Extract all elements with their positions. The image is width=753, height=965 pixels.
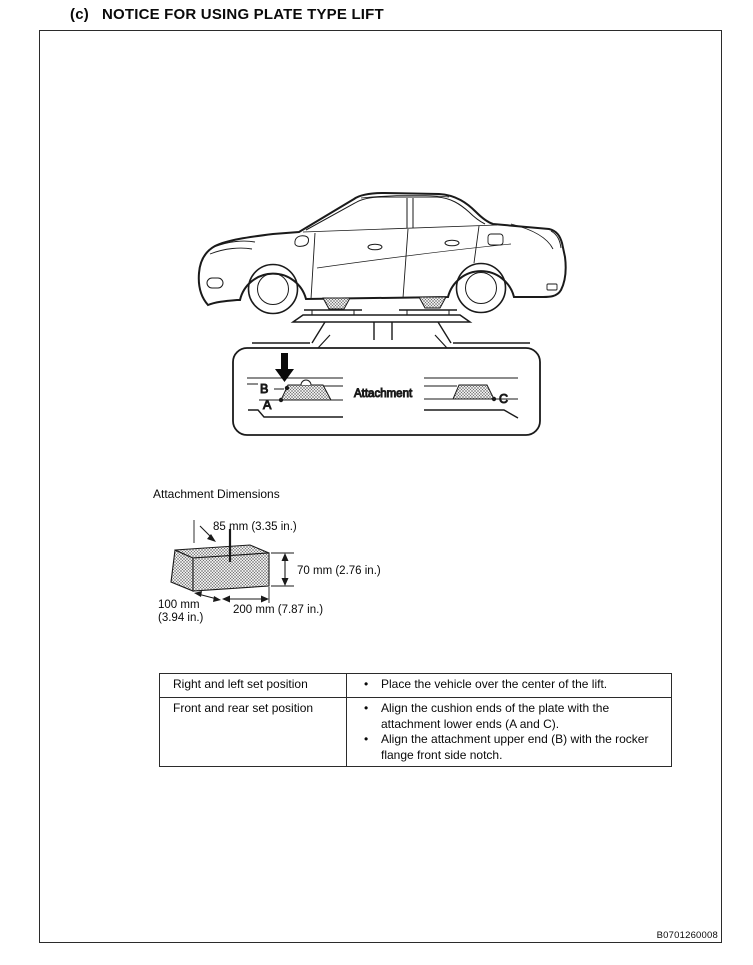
table-row [160, 698, 672, 767]
dim-depth-label-2: (3.94 in.) [158, 612, 204, 624]
bullet-icon: • [364, 677, 369, 691]
point-b-marker [285, 386, 289, 390]
list-item [347, 732, 665, 763]
attachment-right [419, 297, 446, 308]
dim-depth-label-1: 100 mm [158, 599, 200, 611]
table-value-cell [347, 674, 672, 698]
list-item-text: Place the vehicle over the center of the lift. [381, 677, 608, 691]
fuel-lid [488, 234, 503, 245]
dim-top-label: 85 mm (3.35 in.) [213, 521, 297, 533]
callout-leader-lines [318, 335, 447, 348]
lift-figure [40, 31, 723, 944]
fog-lamp [207, 278, 223, 288]
attachment-left [323, 298, 350, 309]
dim-length-label: 200 mm (7.87 in.) [233, 604, 324, 616]
front-door-handle [368, 244, 382, 250]
page-title-text: NOTICE FOR USING PLATE TYPE LIFT [101, 6, 384, 23]
car-illustration [199, 193, 566, 314]
lift-plate-body [293, 315, 470, 322]
table-row [160, 674, 672, 698]
point-a-marker [279, 398, 283, 402]
point-c-label: C [499, 392, 509, 406]
list-item [347, 677, 665, 693]
bullet-icon: • [364, 701, 369, 715]
bullet-icon: • [364, 732, 369, 746]
dimensions-title: Attachment Dimensions [153, 487, 280, 501]
point-a-label: A [263, 398, 272, 412]
list-item-text: Align the cushion ends of the plate with the attachment lower ends (A and C). [381, 701, 610, 731]
rear-door-handle [445, 240, 459, 246]
table-label-cell: Front and rear set position [160, 698, 347, 767]
point-c-marker [492, 397, 496, 401]
attachment-label: Attachment [354, 388, 413, 400]
point-b-label: B [260, 382, 269, 396]
callout-attachment-right [453, 385, 494, 399]
list-item [347, 701, 665, 732]
list-item-text: Align the attachment upper end (B) with the rocker flange front side notch. [381, 732, 649, 762]
rear-reflector [547, 284, 557, 290]
table-value-cell [347, 698, 672, 767]
page-title-index: (c) [70, 6, 89, 23]
detail-callout [233, 348, 540, 435]
set-position-table [159, 673, 672, 767]
dim-height-label: 70 mm (2.76 in.) [297, 565, 381, 577]
page-title [70, 6, 384, 23]
table-label-cell: Right and left set position [160, 674, 347, 698]
attachment-dimensions-figure [153, 487, 381, 624]
lift-plate [252, 297, 530, 348]
side-mirror [295, 236, 309, 247]
figure-code: B0701260008 [656, 930, 718, 941]
figure-frame [39, 30, 722, 943]
front-wheel [249, 265, 298, 314]
